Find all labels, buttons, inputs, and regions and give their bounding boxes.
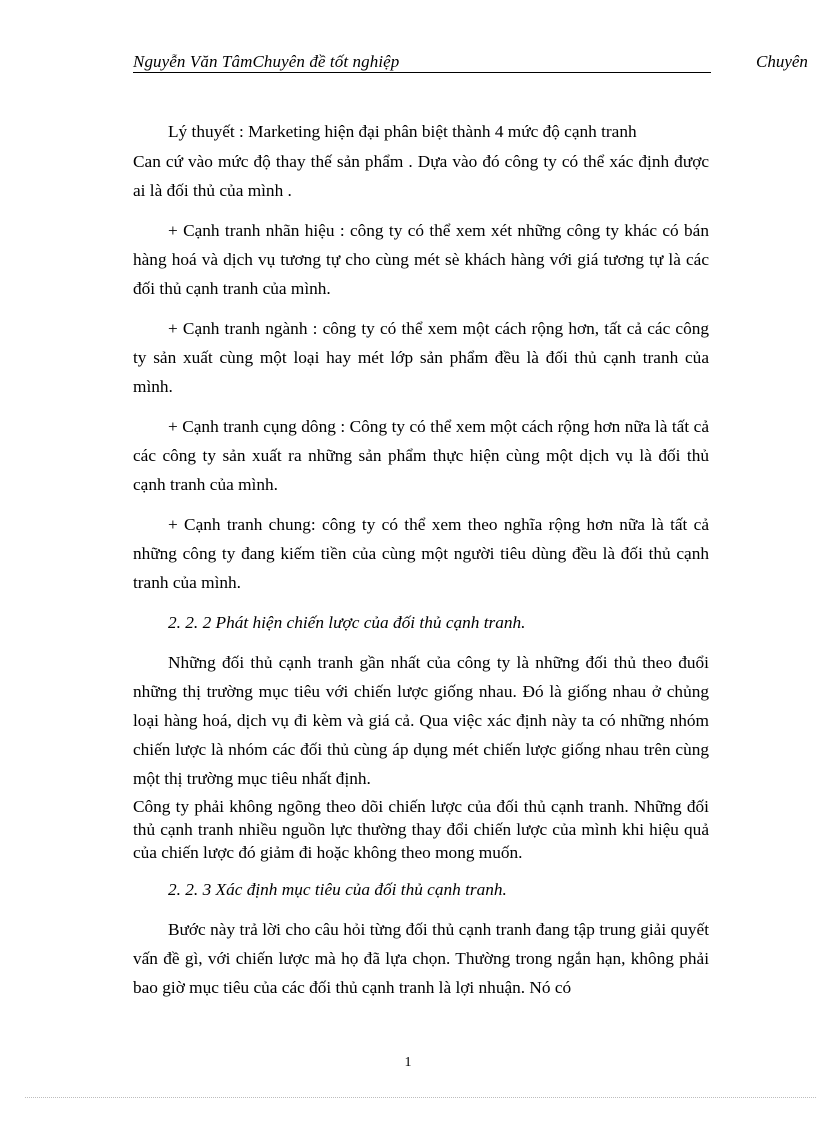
paragraph-industry-competition: + Cạnh tranh ngành : công ty có thể xem một cách rộng hơn, tất cả các công ty sản xuất cùng một loại hay mét lớp sản phẩm đều là đối thủ cạnh tranh của mình. [133, 319, 709, 396]
paragraph-objectives: Bước này trả lời cho câu hỏi từng đối thủ cạnh tranh đang tập trung giải quyết vấn đề gì, với chiến lược mà họ đã lựa chọn. Thường trong ngắn hạn, không phải bao giờ mục tiêu của các đối thủ cạnh tranh là lợi nhuận. Nó có [133, 920, 709, 997]
paragraph-intro: Lý thuyết : Marketing hiện đại phân biệt thành 4 mức độ cạnh tranh [168, 122, 637, 141]
paragraph-strategy-groups: Những đối thủ cạnh tranh gần nhất của công ty là những đối thủ theo đuổi những thị trường mục tiêu với chiến lược giống nhau. Đó là giống nhau ở chủng loại hàng hoá, dịch vụ đi kèm và giá cả. Qua việc xác định này ta có những nhóm chiến lược là nhóm các đối thủ cùng áp dụng mét chiến lược giống nhau trên cùng một thị trường mục tiêu nhất định. [133, 653, 709, 788]
paragraph-brand-competition: + Cạnh tranh nhãn hiệu : công ty có thể xem xét những công ty khác có bán hàng hoá và dịch vụ tương tự cho cùng mét sè khách hàng với giá tương tự là các đối thủ cạnh tranh của mình. [133, 221, 709, 298]
document-body [133, 117, 709, 1002]
paragraph-form-competition: + Cạnh tranh cụng dông : Công ty có thể xem một cách rộng hơn nữa là tất cả các công ty sản xuất ra những sản phẩm thực hiện cùng một dịch vụ là đối thủ cạnh tranh của mình. [133, 417, 709, 494]
header-right-text: Chuyên [756, 52, 808, 71]
page-number: 1 [404, 1055, 412, 1070]
header-author-title: Nguyễn Văn TâmChuyên đề tốt nghiệp [133, 52, 400, 71]
paragraph-basis: Can cứ vào mức độ thay thế sản phẩm . Dựa vào đó công ty có thể xác định được ai là đối thủ của mình . [133, 152, 709, 200]
section-heading-2-2-3: 2. 2. 3 Xác định mục tiêu của đối thủ cạnh tranh. [168, 880, 507, 899]
paragraph-monitor-strategy: Công ty phải không ngõng theo dõi chiến lược của đối thủ cạnh tranh. Những đối thủ cạnh tranh nhiều nguồn lực thường thay đổi chiến lược của mình khi hiệu quả của chiến lược đó giảm đi hoặc không theo mong muốn. [133, 797, 709, 862]
section-heading-2-2-2: 2. 2. 2 Phát hiện chiến lược của đối thủ cạnh tranh. [168, 613, 526, 632]
page-bottom-rule [25, 1097, 816, 1098]
paragraph-general-competition: + Cạnh tranh chung: công ty có thể xem theo nghĩa rộng hơn nữa là tất cả những công ty đang kiếm tiền của cùng một người tiêu dùng đều là đối thủ cạnh tranh của mình. [133, 515, 709, 592]
header-rule [133, 72, 711, 73]
